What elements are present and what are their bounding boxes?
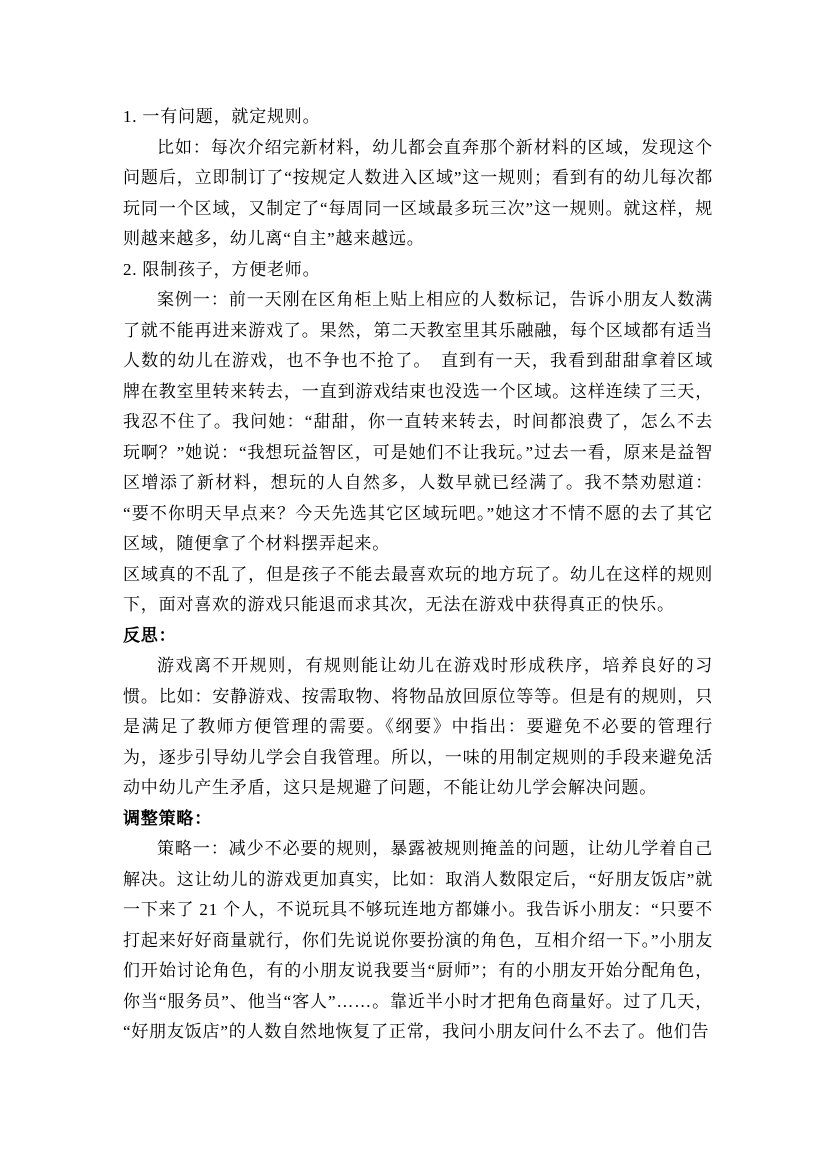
heading-reflection: 反思： (123, 625, 177, 645)
paragraph-strategy-one: 策略一：减少不必要的规则，暴露被规则掩盖的问题，让幼儿学着自己解决。这让幼儿的游戏更加真实，比如：取消人数限定后，“好朋友饭店”就一下来了 21 个人，不说玩具不够玩连地方都嫌小。我告诉小朋友：“只要不打起来好好商量就行，你们先说说你要扮演的角色，互相介绍一下。”小朋友们开始讨论角色，有的小朋友说我要当“厨师”；有的小朋友开始分配角色，你当“服务员”、他当“客人”……。靠近半小时才把角色商量好。过了几天，“好朋友饭店”的人数自然地恢复了正常，我问小朋友问什么不去了。他们告 (123, 839, 713, 1041)
paragraph-reflection-body: 游戏离不开规则，有规则能让幼儿在游戏时形成秩序，培养良好的习惯。比如：安静游戏、按需取物、将物品放回原位等等。但是有的规则，只是满足了教师方便管理的需要。《纲要》中指出：要避免不必要的管理行为，逐步引导幼儿学会自我管理。所以，一味的用制定规则的手段来避免活动中幼儿产生矛盾，这只是规避了问题，不能让幼儿学会解决问题。 (123, 656, 713, 797)
paragraph-case-conclusion: 区域真的不乱了，但是孩子不能去最喜欢玩的地方玩了。幼儿在这样的规则下，面对喜欢的游戏只能退而求其次，无法在游戏中获得真正的快乐。 (123, 564, 713, 614)
heading-adjustment-strategy: 调整策略： (123, 808, 212, 828)
numbered-item-2: 2. 限制孩子，方便老师。 (123, 259, 321, 279)
numbered-item-1: 1. 一有问题，就定规则。 (123, 107, 321, 126)
paragraph-example-rules: 比如：每次介绍完新材料，幼儿都会直奔那个新材料的区域，发现这个问题后，立即制订了“按规定人数进入区域”这一规则；看到有的幼儿每次都玩同一个区域，又制定了“每周同一区域最多玩三次”这一规则。就这样，规则越来越多，幼儿离“自主”越来越远。 (123, 137, 713, 248)
document-page (123, 102, 713, 1048)
paragraph-case-one: 案例一：前一天刚在区角柜上贴上相应的人数标记，告诉小朋友人数满了就不能再进来游戏了。果然，第二天教室里其乐融融，每个区域都有适当人数的幼儿在游戏，也不争也不抢了。 直到有一天，我看到甜甜拿着区域牌在教室里转来转去，一直到游戏结束也没选一个区域。这样连续了三天，我忍不住了。我问她：“甜甜，你一直转来转去，时间都浪费了，怎么不去玩啊？”她说：“我想玩益智区，可是她们不让我玩。”过去一看，原来是益智区增添了新材料，想玩的人自然多，人数早就已经满了。我不禁劝慰道：“要不你明天早点来？今天先选其它区域玩吧。”她这才不情不愿的去了其它区域，随便拿了个材料摆弄起来。 (123, 290, 713, 553)
